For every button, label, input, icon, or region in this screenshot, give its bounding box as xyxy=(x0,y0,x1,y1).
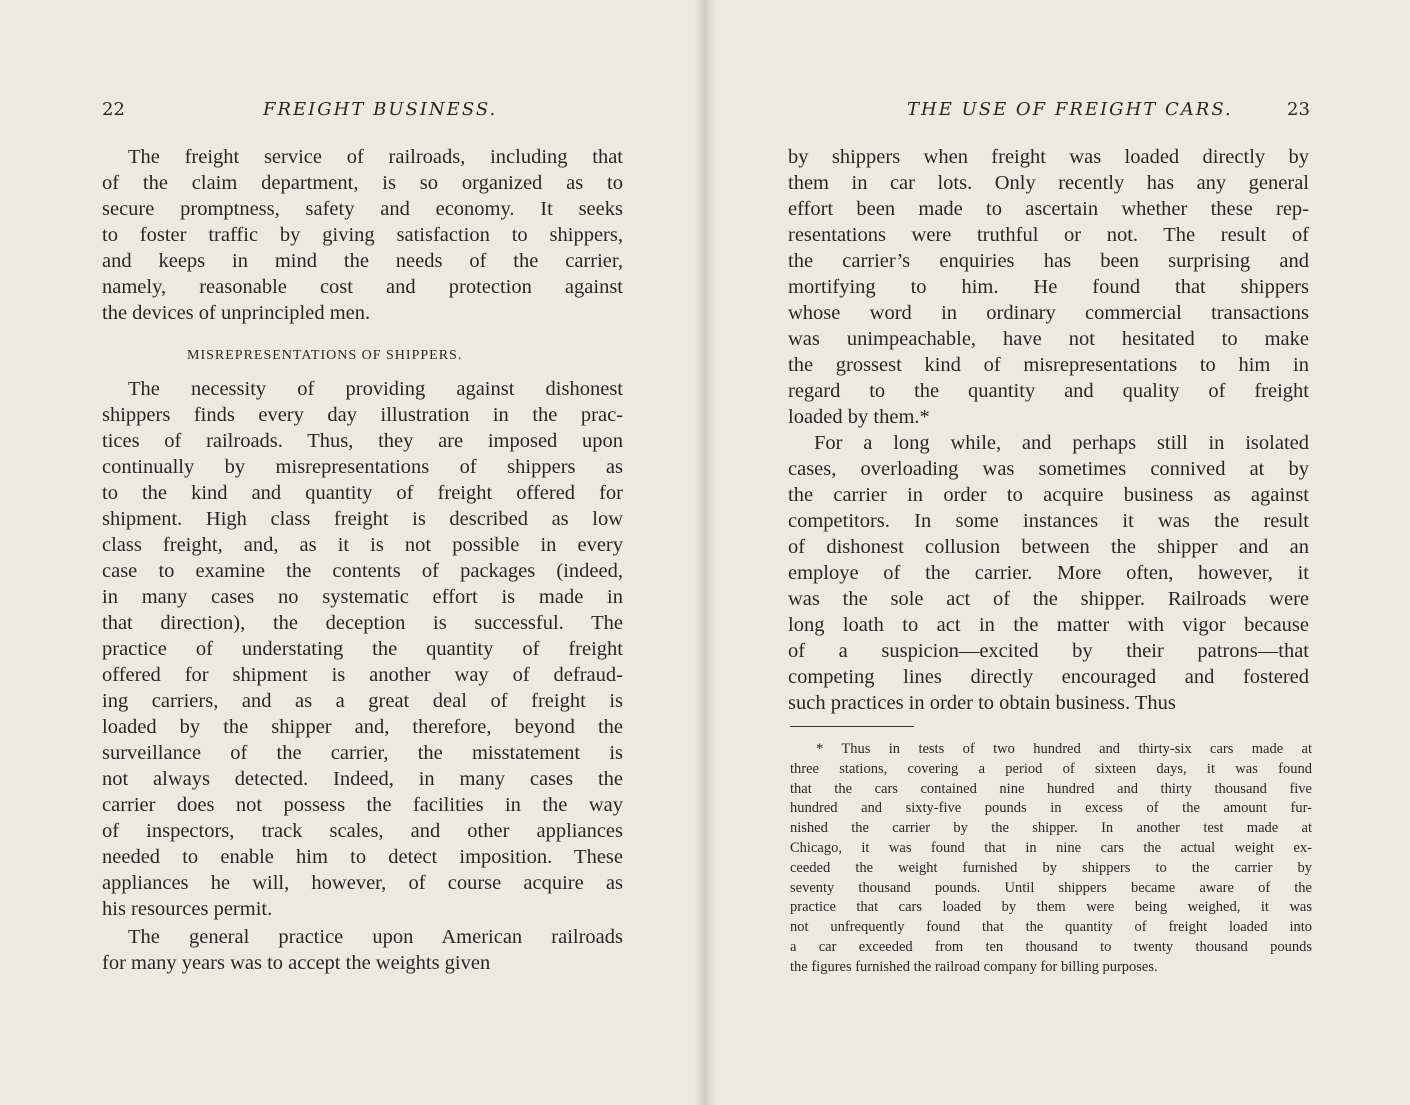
text-line: case to examine the contents of packages (indeed, xyxy=(102,560,623,582)
text-line: of the claim department, is so organized as to xyxy=(102,172,623,194)
running-title-right: THE USE OF FREIGHT CARS. xyxy=(907,99,1233,120)
footnote xyxy=(790,740,1312,978)
text-line: of dishonest collusion between the shipper and an xyxy=(788,536,1309,558)
text-line: them in car lots. Only recently has any general xyxy=(788,172,1309,194)
text-line: surveillance of the carrier, the misstatement is xyxy=(102,742,623,764)
text-line: the figures furnished the railroad company for billing purposes. xyxy=(790,958,1158,975)
page-number-left: 22 xyxy=(102,99,125,120)
text-line: the carrier in order to acquire business as against xyxy=(788,484,1309,506)
text-line: the grossest kind of misrepresentations to him in xyxy=(788,354,1309,376)
right-paragraph-2 xyxy=(788,430,1309,716)
page-number-right: 23 xyxy=(1287,99,1310,120)
text-line: a car exceeded from ten thousand to twenty thousand pounds xyxy=(790,938,1312,955)
text-line: practice of understating the quantity of freight xyxy=(102,638,623,660)
footnote-rule xyxy=(790,726,914,727)
text-line: whose word in ordinary commercial transactions xyxy=(788,302,1309,324)
text-line: For a long while, and perhaps still in isolated xyxy=(814,432,1309,454)
text-line: nished the carrier by the shipper. In another test made at xyxy=(790,820,1312,837)
text-line: three stations, covering a period of sixteen days, it was found xyxy=(790,760,1312,777)
text-line: such practices in order to obtain business. Thus xyxy=(788,692,1176,714)
text-line: ceeded the weight furnished by shippers to the carrier by xyxy=(790,859,1312,876)
running-title-left: FREIGHT BUSINESS. xyxy=(263,99,498,120)
text-line: mortifying to him. He found that shippers xyxy=(788,276,1309,298)
text-line: to the kind and quantity of freight offered for xyxy=(102,482,623,504)
text-line: The general practice upon American railroads xyxy=(128,926,623,948)
text-line: and keeps in mind the needs of the carrier, xyxy=(102,250,623,272)
text-line: resentations were truthful or not. The result of xyxy=(788,224,1309,246)
text-line: hundred and sixty-five pounds in excess of the amount fur- xyxy=(790,800,1312,817)
text-line: not always detected. Indeed, in many cases the xyxy=(102,768,623,790)
text-line: in many cases no systematic effort is made in xyxy=(102,586,623,608)
text-line: offered for shipment is another way of defraud- xyxy=(102,664,623,686)
text-line: carrier does not possess the facilities in the way xyxy=(102,794,623,816)
text-line: by shippers when freight was loaded directly by xyxy=(788,146,1309,168)
text-line: needed to enable him to detect imposition. These xyxy=(102,846,623,868)
text-line: the carrier’s enquiries has been surprising and xyxy=(788,250,1309,272)
text-line: ing carriers, and as a great deal of freight is xyxy=(102,690,623,712)
left-paragraph-2 xyxy=(102,376,623,922)
text-line: that direction), the deception is successful. The xyxy=(102,612,623,634)
text-line: The necessity of providing against dishonest xyxy=(128,378,623,400)
text-line: was the sole act of the shipper. Railroads were xyxy=(788,588,1309,610)
text-line: The freight service of railroads, including that xyxy=(128,146,623,168)
text-line: for many years was to accept the weights given xyxy=(102,952,491,974)
text-line: Chicago, it was found that in nine cars the actual weight ex- xyxy=(790,839,1312,856)
text-line: regard to the quantity and quality of freight xyxy=(788,380,1309,402)
text-line: was unimpeachable, have not hesitated to make xyxy=(788,328,1309,350)
text-line: tices of railroads. Thus, they are imposed upon xyxy=(102,430,623,452)
text-line: employe of the carrier. More often, however, it xyxy=(788,562,1309,584)
text-line: seventy thousand pounds. Until shippers became aware of the xyxy=(790,879,1312,896)
text-line: shippers finds every day illustration in the prac- xyxy=(102,404,623,426)
text-line: class freight, and, as it is not possible in every xyxy=(102,534,623,556)
text-line: secure promptness, safety and economy. It seeks xyxy=(102,198,623,220)
text-line: * Thus in tests of two hundred and thirty-six cars made at xyxy=(816,741,1312,757)
text-line: effort been made to ascertain whether these rep- xyxy=(788,198,1309,220)
section-subheading: MISREPRESENTATIONS OF SHIPPERS. xyxy=(187,348,463,363)
text-line: practice that cars loaded by them were being weighed, it was xyxy=(790,899,1312,916)
text-line: that the cars contained nine hundred and thirty thousand five xyxy=(790,780,1312,797)
text-line: of a suspicion—excited by their patrons—that xyxy=(788,640,1309,662)
text-line: loaded by the shipper and, therefore, beyond the xyxy=(102,716,623,738)
text-line: long loath to act in the matter with vigor because xyxy=(788,614,1309,636)
text-line: cases, overloading was sometimes connived at by xyxy=(788,458,1309,480)
text-line: appliances he will, however, of course acquire as xyxy=(102,872,623,894)
text-line: continually by misrepresentations of shippers as xyxy=(102,456,623,478)
text-line: of inspectors, track scales, and other appliances xyxy=(102,820,623,842)
text-line: shipment. High class freight is described as low xyxy=(102,508,623,530)
text-line: namely, reasonable cost and protection against xyxy=(102,276,623,298)
left-paragraph-1 xyxy=(102,144,623,326)
text-line: his resources permit. xyxy=(102,898,273,920)
book-gutter xyxy=(693,0,717,1105)
text-line: not unfrequently found that the quantity of freight loaded into xyxy=(790,919,1312,936)
text-line: to foster traffic by giving satisfaction to shippers, xyxy=(102,224,623,246)
text-line: competitors. In some instances it was the result xyxy=(788,510,1309,532)
left-paragraph-3 xyxy=(102,924,623,976)
text-line: the devices of unprincipled men. xyxy=(102,302,371,324)
text-line: loaded by them.* xyxy=(788,406,930,428)
right-paragraph-1 xyxy=(788,144,1309,430)
text-line: competing lines directly encouraged and fostered xyxy=(788,666,1309,688)
